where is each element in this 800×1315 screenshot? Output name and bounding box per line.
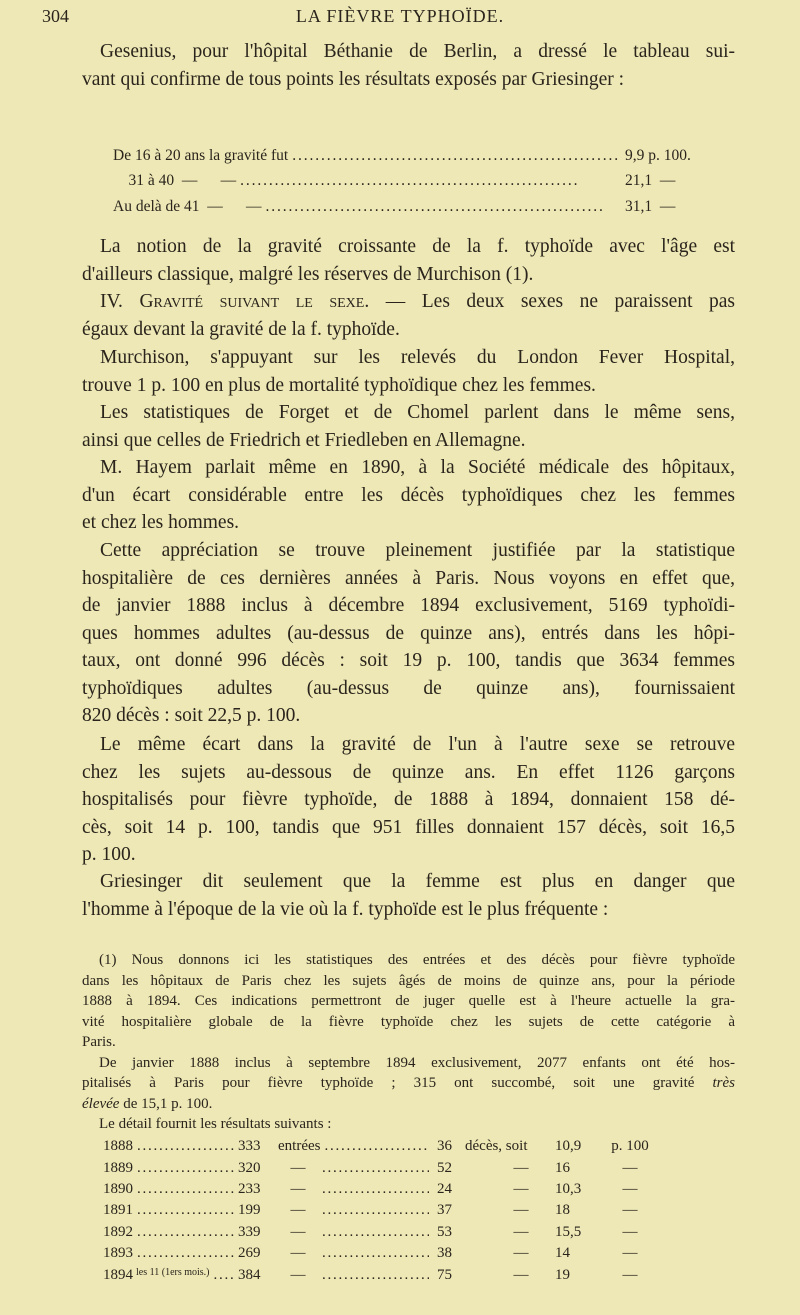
unit-cell: — [622,1180,638,1197]
text-line: Les statistiques de Forget et de Chomel parlent dans le même sens, [100,402,735,423]
section-iv [82,288,735,343]
year-note: les 11 (1ers mois.) [136,1266,210,1278]
year-cell [103,1224,238,1241]
row-value: 9,9 p. 100. [625,146,691,164]
deaths-cell: 52 [437,1159,452,1176]
yearly-stats-table [103,1136,703,1286]
entries-label: — [290,1223,306,1240]
paragraph-notion [82,233,735,288]
unit-cell: — [622,1223,638,1240]
dot-leader [322,1181,429,1198]
dot-leader [137,1245,234,1262]
text-line: Paris. [82,1034,116,1050]
text-line: dans les hôpitaux de Paris chez les sujets âgés de moins de quinze ans, pour la période [82,972,735,989]
dot-leader [322,1245,429,1262]
paragraph-griesinger [82,868,735,923]
italic-text: élevée [82,1095,120,1112]
row-label: 31 à 40 — — [113,172,237,190]
text-line: d'un écart considérable entre les décès typhoïdiques chez les femmes [82,484,735,506]
rate-cell: 19 [555,1266,570,1283]
text-line [82,1073,735,1094]
table-row [103,1136,703,1157]
entries-cell: 233 [238,1180,261,1197]
running-header [0,4,800,30]
unit-cell: — [622,1202,638,1219]
age-gravity-table [82,143,735,220]
entries-label-cell [278,1245,433,1262]
text-line: La notion de la gravité croissante de la f. typhoïde avec l'âge est [100,236,735,257]
dot-leader [324,1138,429,1155]
table-row [82,194,735,220]
paragraph-hayem [82,454,735,537]
entries-label: — [290,1159,306,1176]
year-cell [103,1138,238,1155]
dot-leader [322,1160,429,1177]
text-line: typhoïdiques adultes (au-dessus de quinze ans), fournissaient [82,677,735,699]
row-label: De 16 à 20 ans la gravité fut [113,146,289,164]
text-line: trouve 1 p. 100 en plus de mortalité typhoïdique chez les femmes. [82,374,596,396]
deaths-cell: 75 [437,1266,452,1283]
entries-label: — [290,1202,306,1219]
deaths-cell: 24 [437,1180,452,1197]
dot-leader [137,1181,234,1198]
text-span: pitalisés à Paris pour fièvre typhoïde ; 315 ont succombé, soit une gravité [82,1075,713,1091]
rate-cell: 15,5 [555,1223,582,1240]
text-line: De janvier 1888 inclus à septembre 1894 exclusivement, 2077 enfants ont été hos- [99,1054,735,1071]
deaths-label: — [513,1266,529,1283]
table-row [103,1264,703,1285]
text-line: Griesinger dit seulement que la femme est plus en danger que [100,871,735,892]
paragraph-statistiques [82,399,735,454]
entries-label-cell [278,1160,433,1177]
year: 1890 [103,1180,133,1197]
table-row [103,1243,703,1264]
entries-cell: 333 [238,1138,261,1155]
table-row [103,1179,703,1200]
dot-leader [214,1267,234,1284]
text-line: vité hospitalière globale de la fièvre typhoïde chez les sujets de cette catégorie à [82,1013,735,1030]
entries-label: entrées [278,1138,321,1155]
row-label: Au delà de 41 — — [113,197,262,215]
table-row [82,143,735,169]
text-line: p. 100. [82,844,136,865]
dot-leader [137,1160,234,1177]
text-line: Le détail fournit les résultats suivants : [99,1116,332,1132]
text-line: et chez les hommes. [82,512,240,533]
deaths-cell: 38 [437,1245,452,1262]
dot-leader [240,172,621,190]
dot-leader [322,1202,429,1219]
text-line: Gesenius, pour l'hôpital Béthanie de Berlin, a dressé le tableau sui- [100,41,735,62]
dot-leader [137,1138,234,1155]
text-line: (1) Nous donnons ici les statistiques des entrées et des décès pour fièvre typhoïde [99,952,735,968]
year-cell [103,1202,238,1219]
deaths-label: — [513,1159,529,1176]
text-line: de janvier 1888 inclus à décembre 1894 exclusivement, 5169 typhoïdi- [82,595,735,616]
text-line: Le même écart dans la gravité de l'un à l'autre sexe se retrouve [100,734,735,755]
text-span: — Les deux sexes ne paraissent pas [369,291,735,312]
deaths-cell: 53 [437,1223,452,1240]
entries-label-cell [278,1224,433,1241]
rate-cell: 18 [555,1202,570,1219]
entries-label-cell [278,1181,433,1198]
unit-cell: p. 100 [611,1138,649,1155]
text-line [82,288,735,316]
entries-label: — [290,1266,306,1283]
table-row [103,1200,703,1221]
text-line: 820 décès : soit 22,5 p. 100. [82,705,301,726]
text-line: chez les sujets au-dessous de quinze ans. En effet 1126 garçons [82,761,735,783]
deaths-label: — [513,1245,529,1262]
year: 1889 [103,1159,133,1176]
deaths-label: — [513,1180,529,1197]
italic-text: très [712,1075,735,1091]
dot-leader [137,1224,234,1241]
dot-leader [322,1267,429,1284]
year-cell [103,1160,238,1177]
unit-cell: — [622,1245,638,1262]
table-row [82,169,735,195]
text-line: égaux devant la gravité de la f. typhoïde. [82,318,400,340]
text-line: ainsi que celles de Friedrich et Friedleben en Allemagne. [82,429,526,451]
paragraph-ecart [82,731,735,869]
entries-cell: 339 [238,1223,261,1240]
entries-label-cell [278,1138,433,1155]
text-line: ques hommes adultes (au-dessus de quinze ans), entrés dans les hôpi- [82,622,735,644]
entries-label: — [290,1180,306,1197]
dot-leader [322,1224,429,1241]
paragraph-gesenius [82,38,735,93]
text-line: 1888 à 1894. Ces indications permettront de juger quelle est à l'heure actuelle la gra- [82,993,735,1009]
year-cell [103,1267,238,1284]
deaths-cell: 37 [437,1202,452,1219]
year: 1894 [103,1266,133,1283]
text-line: cès, soit 14 p. 100, tandis que 951 filles donnaient 157 décès, soit 16,5 [82,816,735,838]
deaths-cell: 36 [437,1138,452,1155]
footnote [82,950,735,1135]
year: 1892 [103,1223,133,1240]
text-line: Cette appréciation se trouve pleinement justifiée par la statistique [100,540,735,561]
text-line: taux, ont donné 996 décès : soit 19 p. 100, tandis que 3634 femmes [82,650,735,671]
rate-cell: 10,3 [555,1180,582,1197]
deaths-label: — [513,1202,529,1219]
unit-cell: — [622,1266,638,1283]
entries-label-cell [278,1202,433,1219]
rate-cell: 10,9 [555,1138,582,1155]
dot-leader [266,198,621,216]
deaths-label: — [513,1223,529,1240]
unit-cell: — [622,1159,638,1176]
text-line: l'homme à l'époque de la vie où la f. typhoïde est le plus fréquente : [82,898,609,920]
table-row [103,1157,703,1178]
entries-cell: 384 [238,1266,261,1283]
running-title: LA FIÈVRE TYPHOÏDE. [295,6,505,26]
paragraph-murchison [82,344,735,399]
dot-leader [137,1202,234,1219]
entries-cell: 199 [238,1202,261,1219]
text-line: hospitalière de ces dernières années à Paris. Nous voyons en effet que, [82,567,735,589]
row-value: 21,1 — [625,172,676,190]
text-line: M. Hayem parlait même en 1890, à la Société médicale des hôpitaux, [100,457,735,478]
entries-cell: 320 [238,1159,261,1176]
paragraph-appreciation [82,537,735,730]
page-number: 304 [42,6,69,26]
section-heading: IV. Gravité suivant le sexe. [100,291,370,312]
year: 1888 [103,1138,133,1155]
entries-label: — [290,1245,306,1262]
year: 1893 [103,1245,133,1262]
text-line: vant qui confirme de tous points les résultats exposés par Griesinger : [82,68,625,90]
entries-label-cell [278,1267,433,1284]
deaths-label: décès, soit [465,1138,528,1155]
row-value: 31,1 — [625,197,676,215]
text-line: Murchison, s'appuyant sur les relevés du London Fever Hospital, [100,347,735,368]
rate-cell: 14 [555,1245,570,1262]
text-span: de 15,1 p. 100. [119,1095,213,1112]
year-cell [103,1245,238,1262]
year-cell [103,1181,238,1198]
text-line: d'ailleurs classique, malgré les réserves de Murchison (1). [82,263,534,285]
table-row [103,1222,703,1243]
text-line [82,1094,735,1115]
dot-leader [292,147,621,165]
text-line: hospitalisés pour fièvre typhoïde, de 1888 à 1894, donnaient 158 dé- [82,789,735,810]
entries-cell: 269 [238,1245,261,1262]
rate-cell: 16 [555,1159,570,1176]
year: 1891 [103,1202,133,1219]
